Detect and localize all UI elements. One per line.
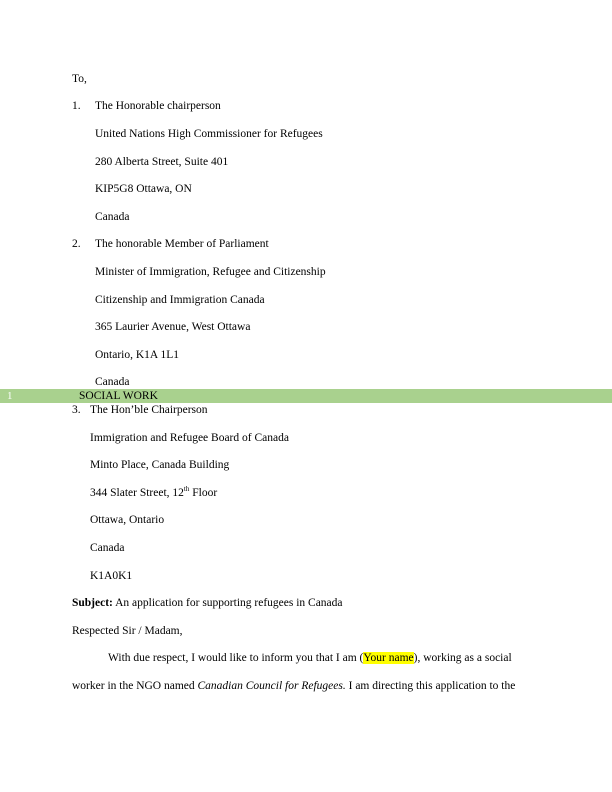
body-line-1 bbox=[108, 651, 512, 665]
recipient-3-line-3: Minto Place, Canada Building bbox=[90, 459, 230, 471]
recipient-3-line-6: Canada bbox=[90, 542, 125, 554]
recipient-3-street bbox=[90, 486, 217, 500]
recipient-1-line-3: 280 Alberta Street, Suite 401 bbox=[95, 156, 229, 168]
page-number: 1 bbox=[7, 390, 13, 402]
recipient-3-line-7: K1A0K1 bbox=[90, 570, 133, 582]
body-part-2: ), working as a social bbox=[413, 652, 512, 664]
street-ordinal: th bbox=[183, 485, 190, 494]
subject-label: Subject: bbox=[72, 597, 113, 609]
recipient-2-line-5: Ontario, K1A 1L1 bbox=[95, 349, 180, 361]
subject-text: An application for supporting refugees in Canada bbox=[112, 597, 343, 609]
body-line-2-b: I am directing this application to the bbox=[345, 680, 516, 692]
recipient-3-number: 3. bbox=[72, 404, 81, 416]
page-header-band bbox=[0, 389, 612, 403]
body-part-1: With due respect, I would like to inform you that I am ( bbox=[108, 652, 364, 664]
recipient-1-line-5: Canada bbox=[95, 211, 130, 223]
body-line-2-a: worker in the NGO named bbox=[72, 680, 198, 692]
recipient-2-line-2: Minister of Immigration, Refugee and Citizenship bbox=[95, 266, 326, 278]
recipient-2-number: 2. bbox=[72, 238, 81, 250]
recipient-1-line-2: United Nations High Commissioner for Refugees bbox=[95, 128, 323, 140]
recipient-2-line-3: Citizenship and Immigration Canada bbox=[95, 294, 265, 306]
body-line-2 bbox=[72, 679, 515, 693]
street-prefix: 344 Slater Street, 12 bbox=[90, 487, 184, 499]
recipient-1-line-4: KIP5G8 Ottawa, ON bbox=[95, 183, 192, 195]
ngo-name: Canadian Council for Refugees. bbox=[197, 680, 346, 692]
subject-line bbox=[72, 596, 343, 610]
recipient-2-line-1: The honorable Member of Parliament bbox=[95, 238, 269, 250]
recipient-1-line-1: The Honorable chairperson bbox=[95, 100, 221, 112]
running-title: SOCIAL WORK bbox=[79, 390, 158, 402]
street-suffix: Floor bbox=[189, 487, 218, 499]
name-placeholder-highlight: Your name bbox=[363, 652, 414, 664]
recipient-3-line-5: Ottawa, Ontario bbox=[90, 514, 165, 526]
recipient-3-line-2: Immigration and Refugee Board of Canada bbox=[90, 432, 289, 444]
salutation-to: To, bbox=[72, 73, 87, 85]
recipient-1-number: 1. bbox=[72, 100, 81, 112]
recipient-2-line-6: Canada bbox=[95, 376, 130, 388]
greeting: Respected Sir / Madam, bbox=[72, 625, 183, 637]
recipient-3-line-1: The Hon’ble Chairperson bbox=[90, 404, 208, 416]
recipient-2-line-4: 365 Laurier Avenue, West Ottawa bbox=[95, 321, 251, 333]
